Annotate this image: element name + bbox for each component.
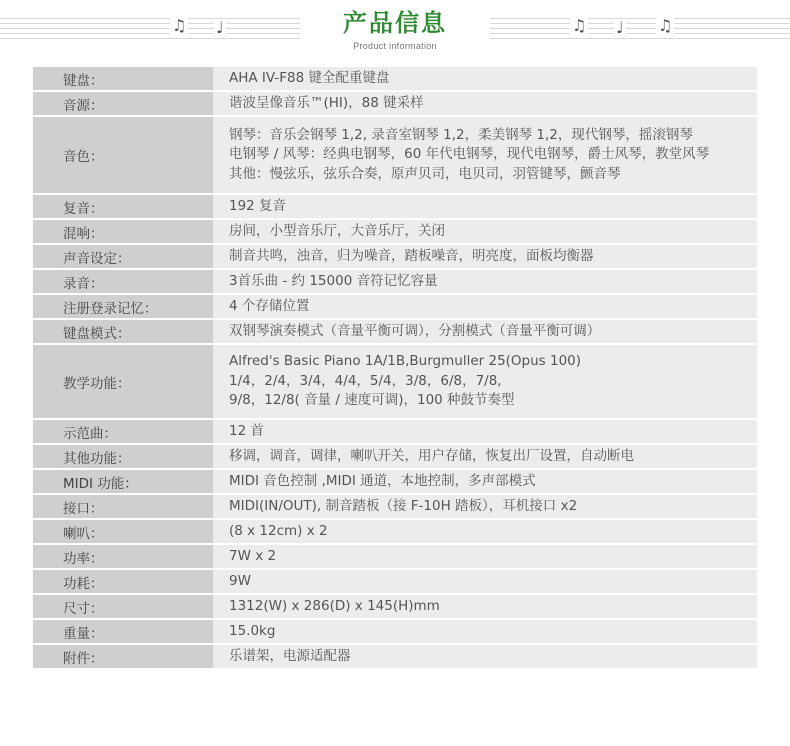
music-note-icon: ♫ <box>658 16 673 35</box>
spec-row <box>33 544 757 569</box>
spec-value-line: AHA IV-F88 键全配重键盘 <box>229 69 390 86</box>
spec-label: 附件： <box>33 644 213 669</box>
spec-row <box>33 444 757 469</box>
spec-label: 其他功能： <box>33 444 213 469</box>
spec-label: 功率： <box>33 544 213 569</box>
spec-row <box>33 244 757 269</box>
spec-value-line: 谐波呈像音乐™(HI)，88 键采样 <box>229 94 424 111</box>
spec-value <box>213 619 757 644</box>
spec-value-line: 9W <box>229 572 251 589</box>
spec-label: 尺寸： <box>33 594 213 619</box>
spec-value-line: 12 首 <box>229 422 264 439</box>
spec-label: 声音设定： <box>33 244 213 269</box>
spec-row <box>33 494 757 519</box>
spec-row <box>33 419 757 444</box>
spec-value-line: 1312(W) x 286(D) x 145(H)mm <box>229 597 440 614</box>
page-title: 产品信息 <box>343 8 447 37</box>
spec-value-line: (8 x 12cm) x 2 <box>229 522 328 539</box>
spec-value-line: MIDI 音色控制 ,MIDI 通道，本地控制，多声部模式 <box>229 472 536 489</box>
spec-value <box>213 344 757 419</box>
spec-value <box>213 269 757 294</box>
spec-row <box>33 219 757 244</box>
spec-label: 重量： <box>33 619 213 644</box>
spec-value-line: 其他：慢弦乐，弦乐合奏，原声贝司，电贝司，羽管键琴，颤音琴 <box>229 165 621 182</box>
spec-value-line: 电钢琴 / 风琴：经典电钢琴，60 年代电钢琴，现代电钢琴，爵士风琴，教堂风琴 <box>229 146 710 163</box>
spec-value-line: 移调，调音，调律，喇叭开关，用户存储，恢复出厂设置，自动断电 <box>229 447 634 464</box>
spec-value <box>213 544 757 569</box>
spec-label: 喇叭： <box>33 519 213 544</box>
spec-value <box>213 594 757 619</box>
spec-row <box>33 67 757 91</box>
page-subtitle: Product information <box>353 41 437 51</box>
spec-value <box>213 67 757 91</box>
spec-row <box>33 116 757 194</box>
spec-value <box>213 419 757 444</box>
spec-value <box>213 294 757 319</box>
spec-value-line: 192 复音 <box>229 197 287 214</box>
spec-value <box>213 91 757 116</box>
spec-label: 教学功能： <box>33 344 213 419</box>
spec-value-line: Alfred's Basic Piano 1A/1B,Burgmuller 25(Opus 100) <box>229 353 582 370</box>
spec-value-line: 7W x 2 <box>229 547 277 564</box>
music-note-icon: ♫ <box>172 16 187 35</box>
spec-row <box>33 294 757 319</box>
spec-value <box>213 444 757 469</box>
spec-row <box>33 644 757 669</box>
spec-label: 录音： <box>33 269 213 294</box>
spec-value-line: 钢琴：音乐会钢琴 1,2, 录音室钢琴 1,2，柔美钢琴 1,2，现代钢琴，摇滚钢琴 <box>229 126 693 143</box>
music-note-icon: ♫ <box>572 16 587 35</box>
spec-row <box>33 619 757 644</box>
page-header <box>0 0 790 66</box>
spec-row <box>33 269 757 294</box>
spec-label: 功耗： <box>33 569 213 594</box>
spec-value <box>213 569 757 594</box>
spec-value-line: 房间，小型音乐厅，大音乐厅，关闭 <box>229 222 445 239</box>
music-note-icon: ♩ <box>216 18 224 37</box>
spec-value-line: 制音共鸣，浊音，归为噪音，踏板噪音，明亮度，面板均衡器 <box>229 247 594 264</box>
spec-label: 键盘模式： <box>33 319 213 344</box>
music-note-icon: ♩ <box>616 18 624 37</box>
spec-row <box>33 569 757 594</box>
spec-row <box>33 594 757 619</box>
spec-row <box>33 469 757 494</box>
spec-value <box>213 244 757 269</box>
spec-value <box>213 319 757 344</box>
spec-value-line: 9/8，12/8( 音量 / 速度可调)，100 种鼓节奏型 <box>229 392 515 409</box>
spec-value <box>213 219 757 244</box>
spec-value <box>213 194 757 219</box>
spec-label: 复音： <box>33 194 213 219</box>
spec-row <box>33 91 757 116</box>
spec-table <box>33 67 757 670</box>
spec-label: MIDI 功能： <box>33 469 213 494</box>
spec-value-line: 3首乐曲 - 约 15000 音符记忆容量 <box>229 272 438 289</box>
spec-label: 混响： <box>33 219 213 244</box>
spec-value <box>213 519 757 544</box>
spec-value-line: MIDI(IN/OUT), 制音踏板（接 F-10H 踏板），耳机接口 x2 <box>229 497 578 514</box>
spec-value <box>213 469 757 494</box>
spec-value-line: 15.0kg <box>229 622 276 639</box>
spec-value-line: 1/4，2/4，3/4，4/4，5/4，3/8，6/8，7/8, <box>229 372 502 389</box>
spec-value <box>213 116 757 194</box>
spec-value <box>213 644 757 669</box>
spec-row <box>33 194 757 219</box>
spec-row <box>33 344 757 419</box>
spec-label: 注册登录记忆： <box>33 294 213 319</box>
spec-row <box>33 319 757 344</box>
spec-row <box>33 519 757 544</box>
spec-label: 音源： <box>33 91 213 116</box>
spec-label: 接口： <box>33 494 213 519</box>
spec-value-line: 4 个存储位置 <box>229 297 310 314</box>
title-block <box>300 0 490 62</box>
spec-label: 键盘： <box>33 67 213 91</box>
spec-label: 示范曲： <box>33 419 213 444</box>
spec-value-line: 双钢琴演奏模式（音量平衡可调），分割模式（音量平衡可调） <box>229 322 601 339</box>
spec-label: 音色： <box>33 116 213 194</box>
spec-value <box>213 494 757 519</box>
spec-value-line: 乐谱架，电源适配器 <box>229 647 351 664</box>
